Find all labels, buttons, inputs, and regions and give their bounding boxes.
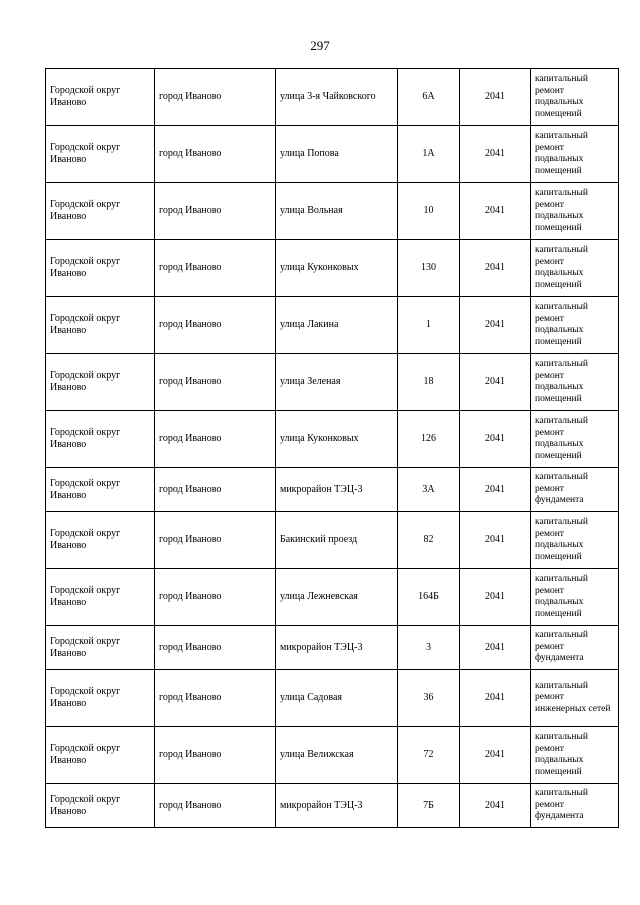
municipality-cell: Городской округ Иваново xyxy=(46,126,155,183)
year-cell: 2041 xyxy=(460,69,531,126)
settlement-cell: город Иваново xyxy=(155,727,276,784)
work-type-cell: капитальный ремонт подвальных помещений xyxy=(531,69,619,126)
work-type-cell: капитальный ремонт фундамента xyxy=(531,784,619,828)
street-cell: улица Лежневская xyxy=(276,569,398,626)
house-number-cell: 82 xyxy=(398,512,460,569)
house-number-cell: 36 xyxy=(398,670,460,727)
table-body xyxy=(46,69,619,828)
street-cell: улица Зеленая xyxy=(276,354,398,411)
house-number-cell: 1А xyxy=(398,126,460,183)
settlement-cell: город Иваново xyxy=(155,297,276,354)
settlement-cell: город Иваново xyxy=(155,354,276,411)
year-cell: 2041 xyxy=(460,411,531,468)
page-number: 297 xyxy=(310,38,330,53)
street-cell: Бакинский проезд xyxy=(276,512,398,569)
municipality-cell: Городской округ Иваново xyxy=(46,240,155,297)
house-number-cell: 3А xyxy=(398,468,460,512)
settlement-cell: город Иваново xyxy=(155,240,276,297)
year-cell: 2041 xyxy=(460,784,531,828)
table-row xyxy=(46,354,619,411)
settlement-cell: город Иваново xyxy=(155,626,276,670)
work-type-cell: капитальный ремонт подвальных помещений xyxy=(531,569,619,626)
year-cell: 2041 xyxy=(460,354,531,411)
municipality-cell: Городской округ Иваново xyxy=(46,354,155,411)
house-number-cell: 164Б xyxy=(398,569,460,626)
street-cell: улица Куконковых xyxy=(276,240,398,297)
year-cell: 2041 xyxy=(460,512,531,569)
street-cell: улица Попова xyxy=(276,126,398,183)
table-row xyxy=(46,69,619,126)
settlement-cell: город Иваново xyxy=(155,468,276,512)
settlement-cell: город Иваново xyxy=(155,512,276,569)
settlement-cell: город Иваново xyxy=(155,784,276,828)
municipality-cell: Городской округ Иваново xyxy=(46,69,155,126)
year-cell: 2041 xyxy=(460,240,531,297)
municipality-cell: Городской округ Иваново xyxy=(46,670,155,727)
work-type-cell: капитальный ремонт подвальных помещений xyxy=(531,183,619,240)
work-type-cell: капитальный ремонт подвальных помещений xyxy=(531,126,619,183)
table-row xyxy=(46,411,619,468)
settlement-cell: город Иваново xyxy=(155,670,276,727)
table-row xyxy=(46,126,619,183)
repair-schedule-table xyxy=(45,68,619,828)
municipality-cell: Городской округ Иваново xyxy=(46,727,155,784)
year-cell: 2041 xyxy=(460,126,531,183)
street-cell: микрорайон ТЭЦ-3 xyxy=(276,468,398,512)
house-number-cell: 7Б xyxy=(398,784,460,828)
house-number-cell: 1 xyxy=(398,297,460,354)
table-row xyxy=(46,727,619,784)
settlement-cell: город Иваново xyxy=(155,183,276,240)
street-cell: микрорайон ТЭЦ-3 xyxy=(276,626,398,670)
work-type-cell: капитальный ремонт подвальных помещений xyxy=(531,297,619,354)
work-type-cell: капитальный ремонт фундамента xyxy=(531,626,619,670)
work-type-cell: капитальный ремонт подвальных помещений xyxy=(531,727,619,784)
year-cell: 2041 xyxy=(460,297,531,354)
house-number-cell: 18 xyxy=(398,354,460,411)
settlement-cell: город Иваново xyxy=(155,126,276,183)
table-row xyxy=(46,512,619,569)
house-number-cell: 3 xyxy=(398,626,460,670)
table-row xyxy=(46,297,619,354)
municipality-cell: Городской округ Иваново xyxy=(46,512,155,569)
table-row xyxy=(46,784,619,828)
work-type-cell: капитальный ремонт подвальных помещений xyxy=(531,240,619,297)
work-type-cell: капитальный ремонт фундамента xyxy=(531,468,619,512)
municipality-cell: Городской округ Иваново xyxy=(46,183,155,240)
year-cell: 2041 xyxy=(460,727,531,784)
table-row xyxy=(46,569,619,626)
year-cell: 2041 xyxy=(460,626,531,670)
table-row xyxy=(46,626,619,670)
settlement-cell: город Иваново xyxy=(155,69,276,126)
house-number-cell: 10 xyxy=(398,183,460,240)
settlement-cell: город Иваново xyxy=(155,569,276,626)
municipality-cell: Городской округ Иваново xyxy=(46,411,155,468)
house-number-cell: 72 xyxy=(398,727,460,784)
work-type-cell: капитальный ремонт инженерных сетей xyxy=(531,670,619,727)
year-cell: 2041 xyxy=(460,183,531,240)
municipality-cell: Городской округ Иваново xyxy=(46,626,155,670)
table-row xyxy=(46,670,619,727)
house-number-cell: 6А xyxy=(398,69,460,126)
municipality-cell: Городской округ Иваново xyxy=(46,297,155,354)
table-row xyxy=(46,183,619,240)
work-type-cell: капитальный ремонт подвальных помещений xyxy=(531,354,619,411)
street-cell: улица Велижская xyxy=(276,727,398,784)
house-number-cell: 126 xyxy=(398,411,460,468)
work-type-cell: капитальный ремонт подвальных помещений xyxy=(531,512,619,569)
street-cell: улица 3-я Чайковского xyxy=(276,69,398,126)
municipality-cell: Городской округ Иваново xyxy=(46,468,155,512)
house-number-cell: 130 xyxy=(398,240,460,297)
street-cell: улица Лакина xyxy=(276,297,398,354)
table-row xyxy=(46,468,619,512)
year-cell: 2041 xyxy=(460,569,531,626)
street-cell: улица Садовая xyxy=(276,670,398,727)
municipality-cell: Городской округ Иваново xyxy=(46,784,155,828)
year-cell: 2041 xyxy=(460,670,531,727)
year-cell: 2041 xyxy=(460,468,531,512)
street-cell: микрорайон ТЭЦ-3 xyxy=(276,784,398,828)
work-type-cell: капитальный ремонт подвальных помещений xyxy=(531,411,619,468)
municipality-cell: Городской округ Иваново xyxy=(46,569,155,626)
settlement-cell: город Иваново xyxy=(155,411,276,468)
table-row xyxy=(46,240,619,297)
street-cell: улица Вольная xyxy=(276,183,398,240)
street-cell: улица Куконковых xyxy=(276,411,398,468)
